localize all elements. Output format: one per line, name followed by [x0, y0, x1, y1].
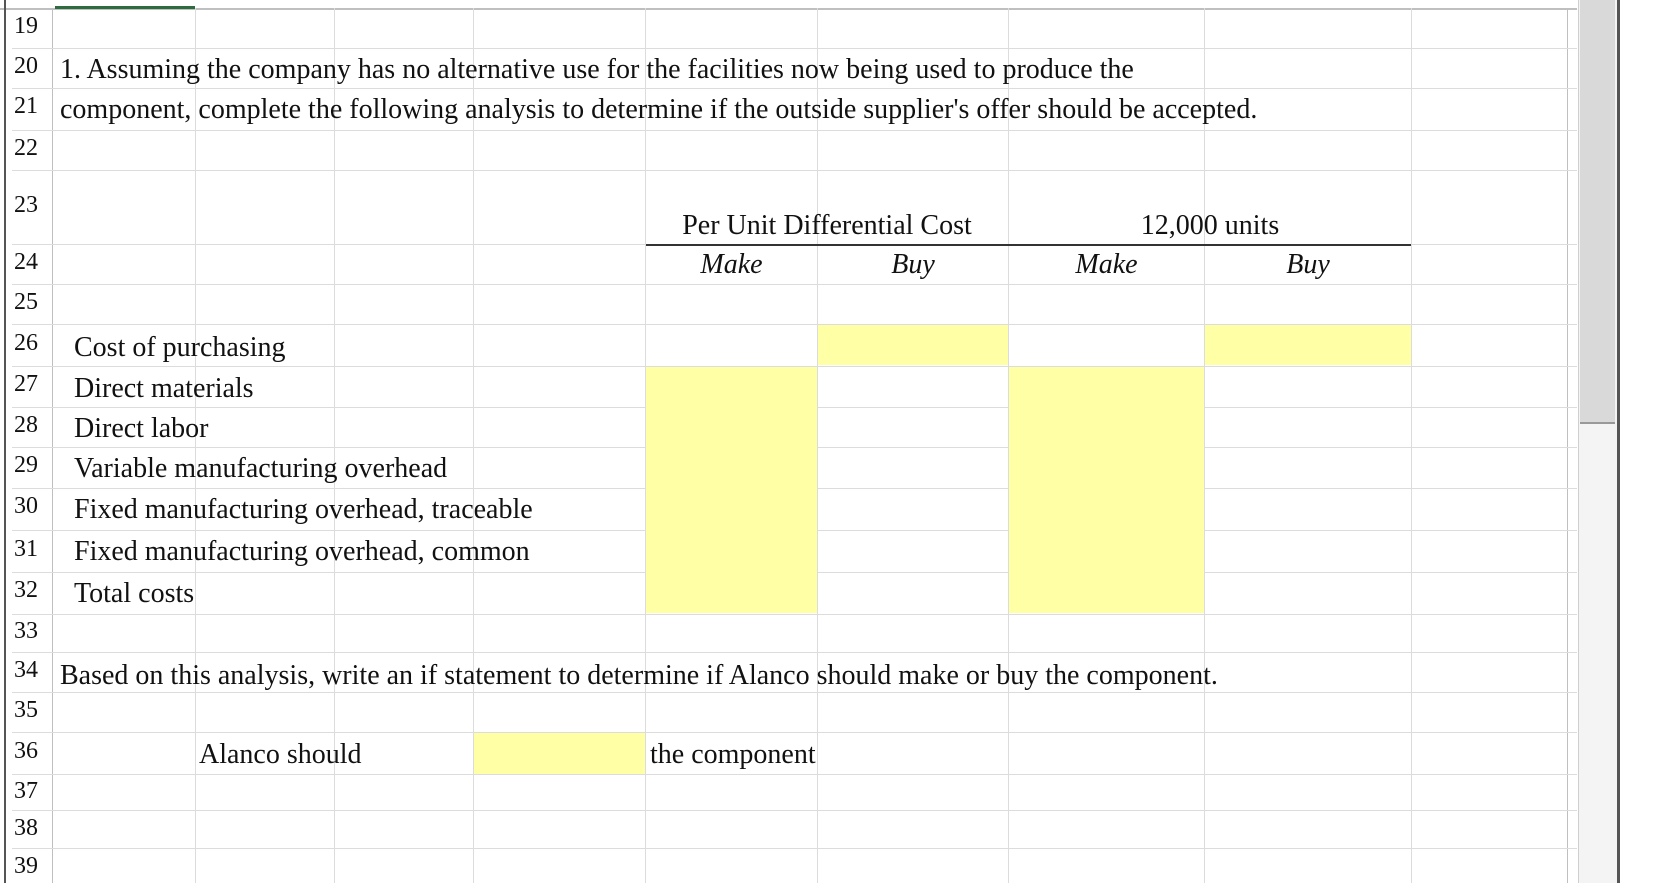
grid-row-line: [12, 652, 1577, 653]
row-number: 22: [14, 135, 38, 161]
col-header-make-total: Make: [1075, 249, 1138, 280]
row-number: 24: [14, 249, 38, 275]
row-number: 35: [14, 697, 38, 723]
selected-column-indicator: [55, 6, 195, 9]
col-header-buy-per-unit: Buy: [891, 249, 935, 280]
grid-row-line: [12, 88, 1577, 89]
row-number: 30: [14, 493, 38, 519]
grid-row-line: [12, 48, 1577, 49]
grid-row-line: [12, 170, 1577, 171]
row-label-variable-overhead: Variable manufacturing overhead: [74, 453, 448, 484]
row-number: 37: [14, 778, 38, 804]
header-underline: [646, 244, 1411, 246]
label-the-component: the component: [650, 739, 816, 770]
header-12000-units: 12,000 units: [1140, 210, 1280, 241]
grid-col-line: [195, 8, 196, 883]
row-label-cost-of-purchasing: Cost of purchasing: [74, 332, 286, 363]
row-number: 27: [14, 371, 38, 397]
row-number: 25: [14, 289, 38, 315]
grid-col-line: [817, 8, 818, 883]
if-statement-prompt: Based on this analysis, write an if statement to determine if Alanco should make or buy the component.: [60, 660, 1218, 691]
grid-col-line: [1204, 8, 1205, 883]
row-number: 23: [14, 192, 38, 218]
col-header-make-per-unit: Make: [700, 249, 763, 280]
grid-row-line: [12, 614, 1577, 615]
row-header-divider: [52, 8, 53, 883]
input-if-statement[interactable]: [474, 733, 645, 774]
row-label-fixed-overhead-common: Fixed manufacturing overhead, common: [74, 536, 530, 567]
header-per-unit-differential-cost: Per Unit Differential Cost: [682, 210, 972, 241]
row-number: 31: [14, 536, 38, 562]
grid-row-line: [12, 732, 1577, 733]
input-cost-purchasing-buy-per-unit[interactable]: [818, 325, 1008, 365]
col-header-buy-total: Buy: [1286, 249, 1330, 280]
sheet-left-border: [4, 0, 6, 883]
scrollbar-thumb[interactable]: [1580, 0, 1615, 424]
input-make-per-unit-column[interactable]: [646, 367, 817, 613]
grid-col-line: [1411, 8, 1412, 883]
row-number: 32: [14, 577, 38, 603]
input-make-total-column[interactable]: [1009, 367, 1204, 613]
grid-col-line: [1567, 8, 1568, 883]
column-header-edge: [0, 0, 1577, 10]
grid-row-line: [12, 810, 1577, 811]
input-cost-purchasing-buy-total[interactable]: [1205, 325, 1411, 365]
row-number: 33: [14, 618, 38, 644]
row-number: 28: [14, 412, 38, 438]
row-number: 29: [14, 452, 38, 478]
instruction-line-2: component, complete the following analysis to determine if the outside supplier's offer should be accepted.: [60, 94, 1258, 125]
grid-row-line: [12, 130, 1577, 131]
row-label-direct-materials: Direct materials: [74, 373, 254, 404]
grid-row-line: [12, 284, 1577, 285]
label-alanco-should: Alanco should: [199, 739, 362, 770]
row-label-direct-labor: Direct labor: [74, 413, 209, 444]
row-label-total-costs: Total costs: [74, 578, 195, 609]
grid-row-line: [12, 848, 1577, 849]
row-number: 21: [14, 93, 38, 119]
row-number: 39: [14, 853, 38, 879]
row-number: 19: [14, 13, 38, 39]
row-number: 36: [14, 738, 38, 764]
row-number: 38: [14, 815, 38, 841]
row-number: 20: [14, 53, 38, 79]
grid-row-line: [12, 774, 1577, 775]
row-label-fixed-overhead-traceable: Fixed manufacturing overhead, traceable: [74, 494, 533, 525]
grid-row-line: [12, 692, 1577, 693]
row-number: 26: [14, 330, 38, 356]
sheet-bottom-edge: [0, 883, 1620, 896]
row-number: 34: [14, 657, 38, 683]
instruction-line-1: 1. Assuming the company has no alternative use for the facilities now being used to produce the: [60, 54, 1134, 85]
